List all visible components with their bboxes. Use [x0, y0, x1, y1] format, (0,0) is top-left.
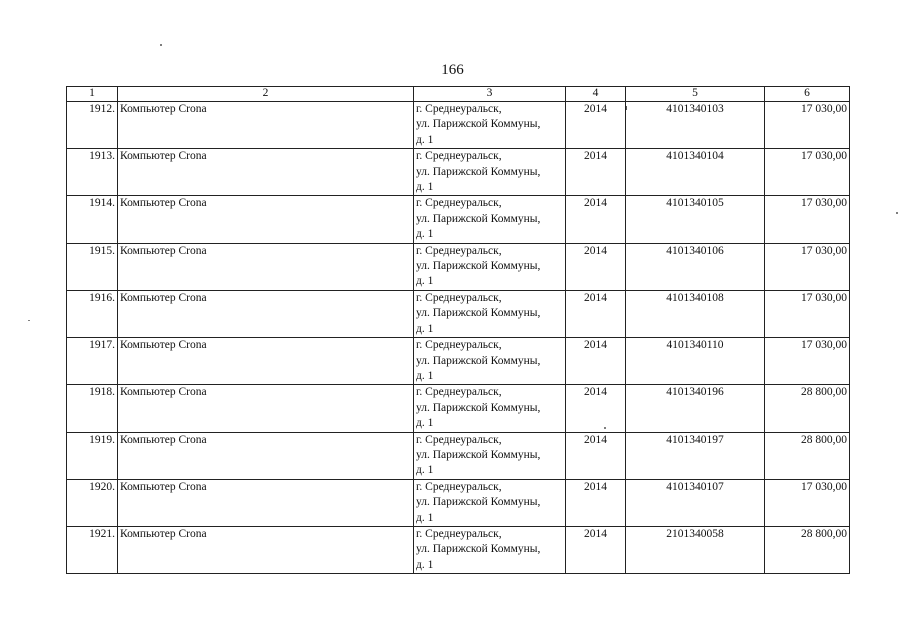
- address-line: д. 1: [416, 133, 434, 146]
- item-name-cell: Компьютер Crona: [118, 102, 414, 149]
- inventory-number-cell: 4101340196: [626, 385, 765, 432]
- row-number-cell: 1919.: [67, 432, 118, 479]
- inventory-number-cell: 4101340197: [626, 432, 765, 479]
- address-line: ул. Парижской Коммуны,: [416, 448, 541, 461]
- address-cell: [414, 432, 566, 479]
- row-number-cell: 1914.: [67, 196, 118, 243]
- item-name-cell: Компьютер Crona: [118, 196, 414, 243]
- cost-cell: 17 030,00: [765, 290, 850, 337]
- address-line: г. Среднеуральск,: [416, 480, 502, 493]
- scan-speck: [160, 44, 162, 46]
- address-line: д. 1: [416, 369, 434, 382]
- address-cell: [414, 196, 566, 243]
- cost-cell: 17 030,00: [765, 479, 850, 526]
- inventory-number-cell: 4101340104: [626, 149, 765, 196]
- address-line: д. 1: [416, 511, 434, 524]
- year-cell: 2014: [566, 526, 626, 573]
- address-line: ул. Парижской Коммуны,: [416, 118, 541, 131]
- row-number-cell: 1912.: [67, 102, 118, 149]
- address-line: ул. Парижской Коммуны,: [416, 260, 541, 273]
- address-cell: [414, 290, 566, 337]
- address-line: г. Среднеуральск,: [416, 244, 502, 257]
- page-number: 166: [441, 62, 464, 78]
- address-line: ул. Парижской Коммуны,: [416, 401, 541, 414]
- address-cell: [414, 149, 566, 196]
- item-name-cell: Компьютер Crona: [118, 338, 414, 385]
- address-line: г. Среднеуральск,: [416, 386, 502, 399]
- address-line: ул. Парижской Коммуны,: [416, 307, 541, 320]
- address-line: г. Среднеуральск,: [416, 103, 502, 115]
- address-line: ул. Парижской Коммуны,: [416, 165, 541, 178]
- item-name-cell: Компьютер Crona: [118, 149, 414, 196]
- address-line: д. 1: [416, 228, 434, 241]
- table-row: [67, 338, 850, 385]
- table-row: [67, 149, 850, 196]
- cost-cell: 17 030,00: [765, 149, 850, 196]
- row-number-cell: 1916.: [67, 290, 118, 337]
- inventory-number-cell: 4101340108: [626, 290, 765, 337]
- address-line: ул. Парижской Коммуны,: [416, 212, 541, 225]
- table-row: [67, 385, 850, 432]
- row-number-cell: 1921.: [67, 526, 118, 573]
- cost-cell: 28 800,00: [765, 385, 850, 432]
- inventory-number-cell: 4101340105: [626, 196, 765, 243]
- table-row: [67, 243, 850, 290]
- table-row: [67, 432, 850, 479]
- header-cell-1: 1: [67, 87, 118, 102]
- year-cell: 2014: [566, 243, 626, 290]
- property-table: [66, 86, 850, 574]
- address-line: г. Среднеуральск,: [416, 433, 502, 446]
- address-line: г. Среднеуральск,: [416, 339, 502, 352]
- scan-speck: [626, 106, 627, 110]
- cost-cell: 28 800,00: [765, 526, 850, 573]
- address-line: г. Среднеуральск,: [416, 527, 502, 540]
- row-number-cell: 1913.: [67, 149, 118, 196]
- item-name-cell: Компьютер Crona: [118, 526, 414, 573]
- address-line: д. 1: [416, 558, 434, 571]
- header-cell-2: 2: [118, 87, 414, 102]
- address-line: ул. Парижской Коммуны,: [416, 354, 541, 367]
- inventory-number-cell: 4101340107: [626, 479, 765, 526]
- cost-cell: 17 030,00: [765, 196, 850, 243]
- year-cell: 2014: [566, 102, 626, 149]
- inventory-number-cell: 4101340106: [626, 243, 765, 290]
- item-name-cell: Компьютер Crona: [118, 290, 414, 337]
- year-cell: 2014: [566, 479, 626, 526]
- scan-speck: [896, 212, 898, 214]
- inventory-number-cell: 2101340058: [626, 526, 765, 573]
- scan-speck: [604, 427, 606, 429]
- table-row: [67, 479, 850, 526]
- table-row: [67, 196, 850, 243]
- address-line: д. 1: [416, 417, 434, 430]
- address-line: г. Среднеуральск,: [416, 197, 502, 210]
- header-cell-3: 3: [414, 87, 566, 102]
- cost-cell: 17 030,00: [765, 243, 850, 290]
- row-number-cell: 1917.: [67, 338, 118, 385]
- table-header-row: [67, 87, 850, 102]
- address-line: д. 1: [416, 181, 434, 194]
- inventory-number-cell: 4101340103: [626, 102, 765, 149]
- table-row: [67, 526, 850, 573]
- cost-cell: 17 030,00: [765, 338, 850, 385]
- address-line: ул. Парижской Коммуны,: [416, 496, 541, 509]
- row-number-cell: 1920.: [67, 479, 118, 526]
- address-line: д. 1: [416, 322, 434, 335]
- address-cell: [414, 526, 566, 573]
- address-line: г. Среднеуральск,: [416, 150, 502, 163]
- table-row: [67, 290, 850, 337]
- item-name-cell: Компьютер Crona: [118, 432, 414, 479]
- cost-cell: 28 800,00: [765, 432, 850, 479]
- item-name-cell: Компьютер Crona: [118, 385, 414, 432]
- address-line: ул. Парижской Коммуны,: [416, 543, 541, 556]
- address-cell: [414, 479, 566, 526]
- header-cell-4: 4: [566, 87, 626, 102]
- header-cell-6: 6: [765, 87, 850, 102]
- row-number-cell: 1915.: [67, 243, 118, 290]
- address-line: г. Среднеуральск,: [416, 291, 502, 304]
- address-cell: [414, 338, 566, 385]
- address-cell: [414, 102, 566, 149]
- table-body: [67, 102, 850, 574]
- item-name-cell: Компьютер Crona: [118, 243, 414, 290]
- header-cell-5: 5: [626, 87, 765, 102]
- address-cell: [414, 243, 566, 290]
- address-line: д. 1: [416, 464, 434, 477]
- address-line: д. 1: [416, 275, 434, 288]
- scan-speck: [28, 320, 30, 321]
- table-row: [67, 102, 850, 149]
- row-number-cell: 1918.: [67, 385, 118, 432]
- year-cell: 2014: [566, 338, 626, 385]
- cost-cell: 17 030,00: [765, 102, 850, 149]
- year-cell: 2014: [566, 196, 626, 243]
- year-cell: 2014: [566, 149, 626, 196]
- address-cell: [414, 385, 566, 432]
- year-cell: 2014: [566, 290, 626, 337]
- item-name-cell: Компьютер Crona: [118, 479, 414, 526]
- year-cell: 2014: [566, 385, 626, 432]
- year-cell: 2014: [566, 432, 626, 479]
- inventory-number-cell: 4101340110: [626, 338, 765, 385]
